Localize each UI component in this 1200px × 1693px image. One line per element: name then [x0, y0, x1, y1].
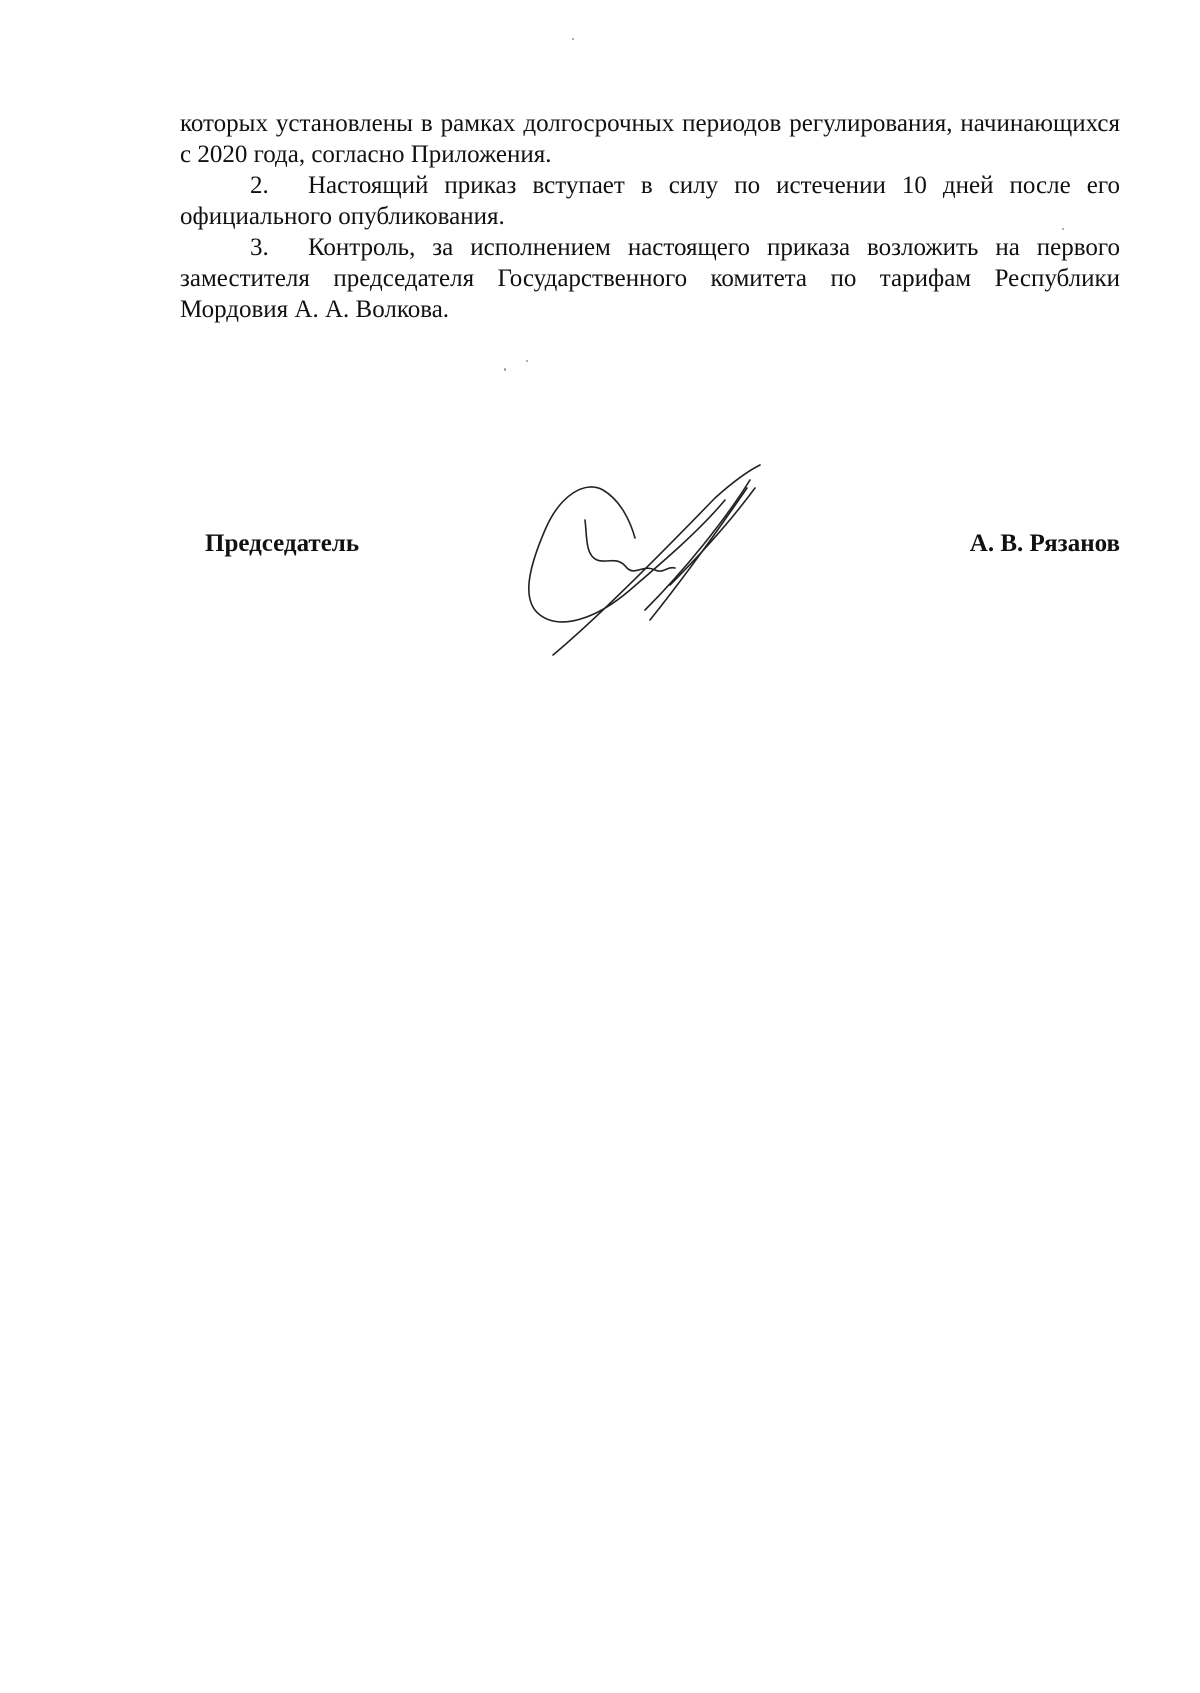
- handwritten-signature: [515, 460, 835, 660]
- paragraph-number: 3.: [250, 234, 269, 261]
- paragraph-item-3: [180, 232, 1120, 325]
- paragraph-continuation: [180, 108, 1120, 170]
- signatory-title: Председатель: [205, 530, 360, 557]
- paragraph-item-2: [180, 170, 1120, 232]
- scan-speck: [572, 38, 574, 40]
- paragraph-text: Настоящий приказ вступает в силу по истечении 10 дней после его официального опубликования.: [180, 172, 1120, 230]
- scan-speck: [1062, 228, 1064, 230]
- signatory-name: А. В. Рязанов: [969, 530, 1120, 557]
- scan-speck: [526, 360, 528, 362]
- paragraph-text: которых установлены в рамках долгосрочных периодов регулирования, начинающихся с 2020 года, согласно Приложения.: [180, 110, 1120, 168]
- paragraph-number: 2.: [250, 172, 269, 199]
- paragraph-text: Контроль, за исполнением настоящего приказа возложить на первого заместителя председателя Государственного комитета по тарифам Республики Мордовия А. А. Волкова.: [180, 234, 1120, 323]
- scan-speck: [504, 368, 506, 371]
- document-body: [180, 108, 1120, 325]
